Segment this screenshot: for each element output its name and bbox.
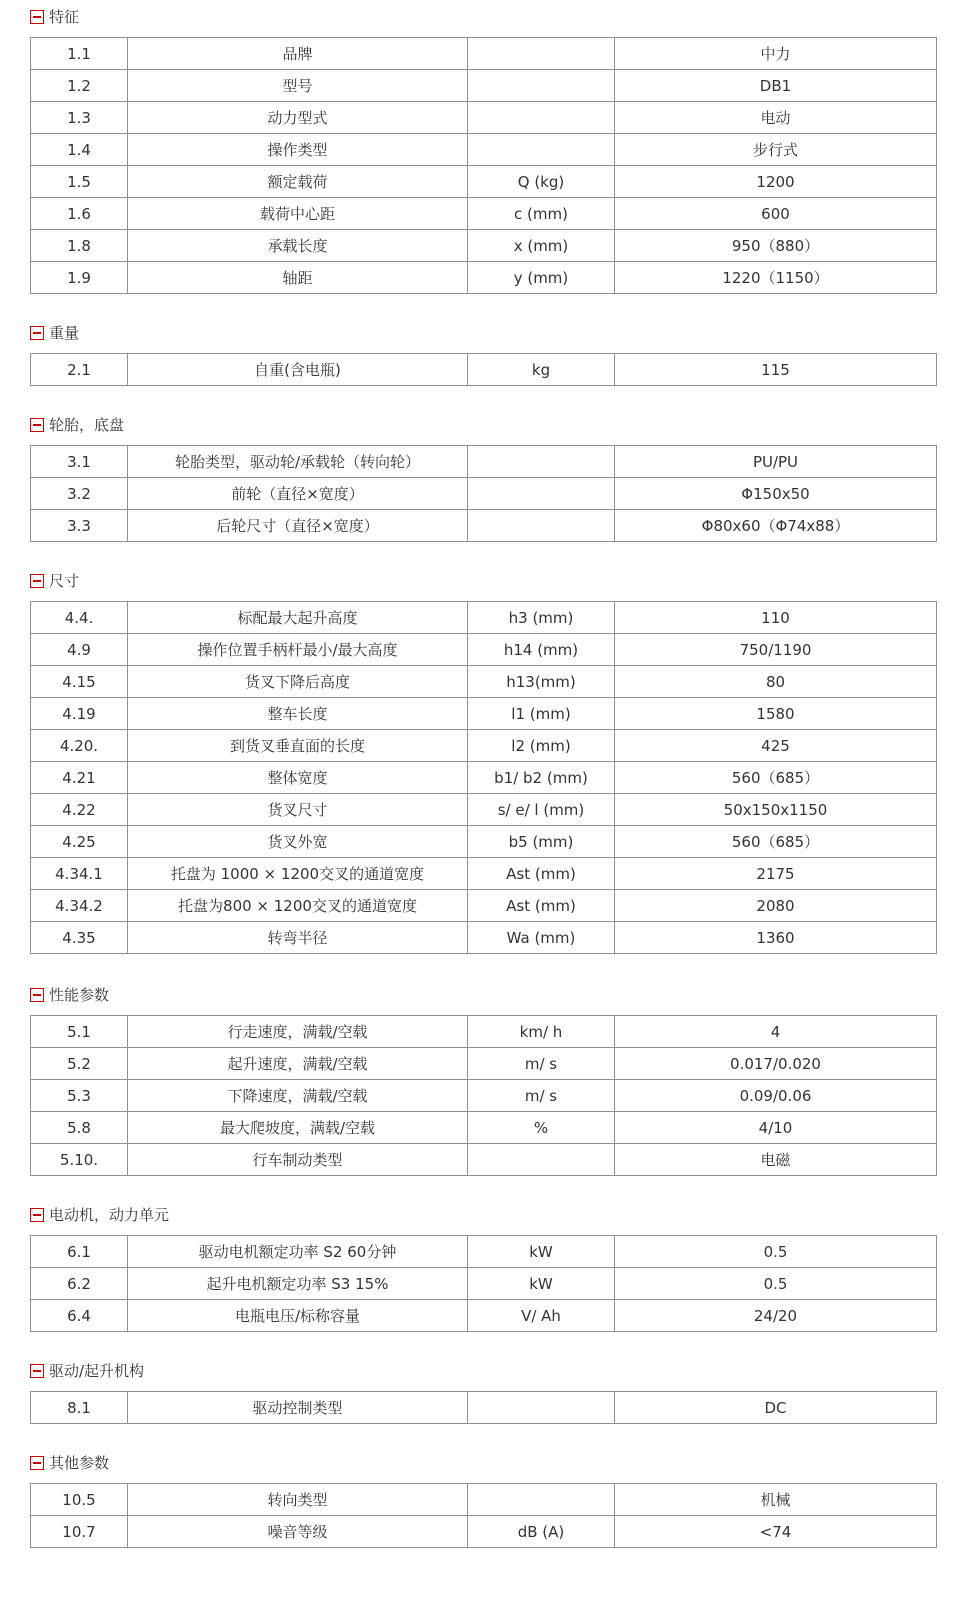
- table-row: [31, 1268, 937, 1300]
- spec-code-cell: 1.5: [31, 166, 128, 198]
- section-header[interactable]: [0, 566, 958, 596]
- table-row: [31, 1080, 937, 1112]
- spec-value-cell: 24/20: [615, 1300, 937, 1332]
- spec-unit-cell: [468, 1484, 615, 1516]
- spec-name-cell: 标配最大起升高度: [128, 602, 468, 634]
- spec-table: [30, 1391, 937, 1424]
- spec-name-cell: 货叉下降后高度: [128, 666, 468, 698]
- spec-unit-cell: b5 (mm): [468, 826, 615, 858]
- spec-value-cell: 4/10: [615, 1112, 937, 1144]
- spec-name-cell: 货叉尺寸: [128, 794, 468, 826]
- spec-unit-cell: %: [468, 1112, 615, 1144]
- table-row: [31, 826, 937, 858]
- table-row: [31, 262, 937, 294]
- spec-table: [30, 37, 937, 294]
- spec-name-cell: 驱动控制类型: [128, 1392, 468, 1424]
- spec-unit-cell: km/ h: [468, 1016, 615, 1048]
- spec-value-cell: 950（880）: [615, 230, 937, 262]
- spec-value-cell: 0.5: [615, 1268, 937, 1300]
- spec-value-cell: 115: [615, 354, 937, 386]
- spec-name-cell: 型号: [128, 70, 468, 102]
- spec-unit-cell: m/ s: [468, 1080, 615, 1112]
- spec-unit-cell: [468, 38, 615, 70]
- spec-code-cell: 1.1: [31, 38, 128, 70]
- spec-code-cell: 3.3: [31, 510, 128, 542]
- spec-name-cell: 托盘为800 × 1200交叉的通道宽度: [128, 890, 468, 922]
- spec-name-cell: 最大爬坡度，满载/空载: [128, 1112, 468, 1144]
- table-row: [31, 858, 937, 890]
- spec-code-cell: 6.2: [31, 1268, 128, 1300]
- spec-code-cell: 5.1: [31, 1016, 128, 1048]
- section-header[interactable]: [0, 1448, 958, 1478]
- collapse-minus-icon[interactable]: [30, 988, 44, 1002]
- spec-name-cell: 货叉外宽: [128, 826, 468, 858]
- table-row: [31, 102, 937, 134]
- spec-code-cell: 5.2: [31, 1048, 128, 1080]
- spec-unit-cell: Q (kg): [468, 166, 615, 198]
- spec-name-cell: 额定载荷: [128, 166, 468, 198]
- spec-code-cell: 2.1: [31, 354, 128, 386]
- spec-name-cell: 噪音等级: [128, 1516, 468, 1548]
- spec-value-cell: 电磁: [615, 1144, 937, 1176]
- collapse-minus-icon[interactable]: [30, 574, 44, 588]
- spec-name-cell: 电瓶电压/标称容量: [128, 1300, 468, 1332]
- table-row: [31, 1300, 937, 1332]
- spec-table: [30, 1235, 937, 1332]
- spec-name-cell: 操作位置手柄杆最小/最大高度: [128, 634, 468, 666]
- spec-name-cell: 前轮（直径×宽度）: [128, 478, 468, 510]
- section-header[interactable]: [0, 2, 958, 32]
- spec-code-cell: 3.2: [31, 478, 128, 510]
- spec-unit-cell: l1 (mm): [468, 698, 615, 730]
- table-row: [31, 730, 937, 762]
- spec-unit-cell: b1/ b2 (mm): [468, 762, 615, 794]
- spec-name-cell: 品牌: [128, 38, 468, 70]
- spec-unit-cell: h13(mm): [468, 666, 615, 698]
- spec-code-cell: 4.25: [31, 826, 128, 858]
- table-row: [31, 762, 937, 794]
- spec-value-cell: 1580: [615, 698, 937, 730]
- spec-name-cell: 轴距: [128, 262, 468, 294]
- spec-value-cell: 2175: [615, 858, 937, 890]
- spec-name-cell: 轮胎类型，驱动轮/承载轮（转向轮）: [128, 446, 468, 478]
- spec-code-cell: 5.10.: [31, 1144, 128, 1176]
- spec-value-cell: 0.5: [615, 1236, 937, 1268]
- section-title: 轮胎，底盘: [49, 416, 125, 434]
- spec-unit-cell: [468, 70, 615, 102]
- collapse-minus-icon[interactable]: [30, 1456, 44, 1470]
- spec-name-cell: 起升电机额定功率 S3 15%: [128, 1268, 468, 1300]
- section-header[interactable]: [0, 1200, 958, 1230]
- section-header[interactable]: [0, 1356, 958, 1386]
- spec-unit-cell: h14 (mm): [468, 634, 615, 666]
- spec-table: [30, 353, 937, 386]
- table-row: [31, 1144, 937, 1176]
- spec-name-cell: 行走速度，满载/空载: [128, 1016, 468, 1048]
- spec-unit-cell: [468, 1392, 615, 1424]
- spec-code-cell: 4.34.2: [31, 890, 128, 922]
- spec-section: [0, 1356, 958, 1424]
- spec-unit-cell: x (mm): [468, 230, 615, 262]
- spec-code-cell: 1.3: [31, 102, 128, 134]
- spec-unit-cell: Wa (mm): [468, 922, 615, 954]
- spec-name-cell: 下降速度，满载/空载: [128, 1080, 468, 1112]
- spec-unit-cell: m/ s: [468, 1048, 615, 1080]
- spec-name-cell: 自重(含电瓶): [128, 354, 468, 386]
- spec-section: [0, 410, 958, 542]
- spec-value-cell: DB1: [615, 70, 937, 102]
- spec-code-cell: 6.1: [31, 1236, 128, 1268]
- spec-section: [0, 980, 958, 1176]
- spec-value-cell: 1200: [615, 166, 937, 198]
- spec-code-cell: 1.6: [31, 198, 128, 230]
- spec-name-cell: 载荷中心距: [128, 198, 468, 230]
- table-row: [31, 1048, 937, 1080]
- spec-name-cell: 操作类型: [128, 134, 468, 166]
- spec-code-cell: 4.15: [31, 666, 128, 698]
- section-header[interactable]: [0, 410, 958, 440]
- spec-name-cell: 后轮尺寸（直径×宽度）: [128, 510, 468, 542]
- spec-name-cell: 行车制动类型: [128, 1144, 468, 1176]
- spec-unit-cell: [468, 478, 615, 510]
- spec-code-cell: 5.3: [31, 1080, 128, 1112]
- collapse-minus-icon[interactable]: [30, 418, 44, 432]
- table-row: [31, 890, 937, 922]
- spec-unit-cell: Ast (mm): [468, 858, 615, 890]
- spec-code-cell: 4.34.1: [31, 858, 128, 890]
- spec-value-cell: 560（685）: [615, 762, 937, 794]
- spec-value-cell: 机械: [615, 1484, 937, 1516]
- section-title: 重量: [49, 324, 80, 342]
- spec-value-cell: 1220（1150）: [615, 262, 937, 294]
- section-title: 尺寸: [49, 572, 80, 590]
- table-row: [31, 1516, 937, 1548]
- table-row: [31, 478, 937, 510]
- spec-code-cell: 5.8: [31, 1112, 128, 1144]
- spec-unit-cell: kg: [468, 354, 615, 386]
- table-row: [31, 230, 937, 262]
- table-row: [31, 38, 937, 70]
- spec-name-cell: 整体宽度: [128, 762, 468, 794]
- table-row: [31, 70, 937, 102]
- section-title: 驱动/起升机构: [49, 1362, 145, 1380]
- collapse-minus-icon[interactable]: [30, 1208, 44, 1222]
- spec-value-cell: 4: [615, 1016, 937, 1048]
- spec-value-cell: 0.09/0.06: [615, 1080, 937, 1112]
- spec-section: [0, 566, 958, 954]
- spec-name-cell: 承载长度: [128, 230, 468, 262]
- spec-value-cell: 80: [615, 666, 937, 698]
- spec-code-cell: 3.1: [31, 446, 128, 478]
- spec-value-cell: 0.017/0.020: [615, 1048, 937, 1080]
- spec-unit-cell: s/ e/ l (mm): [468, 794, 615, 826]
- spec-name-cell: 动力型式: [128, 102, 468, 134]
- table-row: [31, 794, 937, 826]
- spec-code-cell: 6.4: [31, 1300, 128, 1332]
- spec-unit-cell: [468, 446, 615, 478]
- spec-table: [30, 601, 937, 954]
- spec-unit-cell: [468, 510, 615, 542]
- table-row: [31, 1016, 937, 1048]
- table-row: [31, 198, 937, 230]
- spec-name-cell: 起升速度，满载/空载: [128, 1048, 468, 1080]
- table-row: [31, 1112, 937, 1144]
- spec-value-cell: 425: [615, 730, 937, 762]
- spec-value-cell: 电动: [615, 102, 937, 134]
- table-row: [31, 1236, 937, 1268]
- spec-value-cell: 50x150x1150: [615, 794, 937, 826]
- spec-value-cell: Φ150x50: [615, 478, 937, 510]
- spec-unit-cell: [468, 1144, 615, 1176]
- spec-value-cell: <74: [615, 1516, 937, 1548]
- spec-section: [0, 2, 958, 294]
- spec-unit-cell: c (mm): [468, 198, 615, 230]
- section-title: 性能参数: [49, 986, 110, 1004]
- spec-code-cell: 1.9: [31, 262, 128, 294]
- table-row: [31, 166, 937, 198]
- collapse-minus-icon[interactable]: [30, 326, 44, 340]
- spec-code-cell: 4.9: [31, 634, 128, 666]
- spec-unit-cell: Ast (mm): [468, 890, 615, 922]
- spec-unit-cell: V/ Ah: [468, 1300, 615, 1332]
- table-row: [31, 634, 937, 666]
- section-title: 特征: [49, 8, 80, 26]
- section-title: 电动机，动力单元: [49, 1206, 170, 1224]
- spec-code-cell: 4.21: [31, 762, 128, 794]
- table-row: [31, 134, 937, 166]
- spec-code-cell: 10.5: [31, 1484, 128, 1516]
- table-row: [31, 510, 937, 542]
- table-row: [31, 922, 937, 954]
- spec-unit-cell: [468, 134, 615, 166]
- spec-value-cell: Φ80x60（Φ74x88）: [615, 510, 937, 542]
- table-row: [31, 354, 937, 386]
- spec-value-cell: 560（685）: [615, 826, 937, 858]
- spec-code-cell: 1.8: [31, 230, 128, 262]
- spec-code-cell: 4.22: [31, 794, 128, 826]
- spec-code-cell: 1.4: [31, 134, 128, 166]
- spec-section: [0, 1448, 958, 1548]
- spec-unit-cell: y (mm): [468, 262, 615, 294]
- spec-value-cell: DC: [615, 1392, 937, 1424]
- table-row: [31, 1484, 937, 1516]
- spec-unit-cell: dB (A): [468, 1516, 615, 1548]
- spec-value-cell: PU/PU: [615, 446, 937, 478]
- spec-section: [0, 1200, 958, 1332]
- spec-unit-cell: kW: [468, 1268, 615, 1300]
- spec-name-cell: 托盘为 1000 × 1200交叉的通道宽度: [128, 858, 468, 890]
- spec-code-cell: 8.1: [31, 1392, 128, 1424]
- spec-value-cell: 1360: [615, 922, 937, 954]
- collapse-minus-icon[interactable]: [30, 1364, 44, 1378]
- spec-code-cell: 10.7: [31, 1516, 128, 1548]
- spec-name-cell: 整车长度: [128, 698, 468, 730]
- spec-code-cell: 4.4.: [31, 602, 128, 634]
- table-row: [31, 666, 937, 698]
- spec-unit-cell: l2 (mm): [468, 730, 615, 762]
- spec-name-cell: 转向类型: [128, 1484, 468, 1516]
- spec-value-cell: 2080: [615, 890, 937, 922]
- spec-code-cell: 1.2: [31, 70, 128, 102]
- spec-value-cell: 步行式: [615, 134, 937, 166]
- spec-table: [30, 445, 937, 542]
- spec-unit-cell: h3 (mm): [468, 602, 615, 634]
- spec-section: [0, 318, 958, 386]
- spec-code-cell: 4.20.: [31, 730, 128, 762]
- spec-value-cell: 110: [615, 602, 937, 634]
- spec-unit-cell: [468, 102, 615, 134]
- collapse-minus-icon[interactable]: [30, 10, 44, 24]
- table-row: [31, 446, 937, 478]
- spec-name-cell: 转弯半径: [128, 922, 468, 954]
- spec-table: [30, 1015, 937, 1176]
- section-header[interactable]: [0, 980, 958, 1010]
- table-row: [31, 698, 937, 730]
- table-row: [31, 602, 937, 634]
- spec-value-cell: 中力: [615, 38, 937, 70]
- table-row: [31, 1392, 937, 1424]
- spec-value-cell: 750/1190: [615, 634, 937, 666]
- spec-name-cell: 到货叉垂直面的长度: [128, 730, 468, 762]
- section-title: 其他参数: [49, 1454, 110, 1472]
- spec-unit-cell: kW: [468, 1236, 615, 1268]
- section-header[interactable]: [0, 318, 958, 348]
- spec-value-cell: 600: [615, 198, 937, 230]
- spec-code-cell: 4.35: [31, 922, 128, 954]
- spec-name-cell: 驱动电机额定功率 S2 60分钟: [128, 1236, 468, 1268]
- spec-code-cell: 4.19: [31, 698, 128, 730]
- spec-table: [30, 1483, 937, 1548]
